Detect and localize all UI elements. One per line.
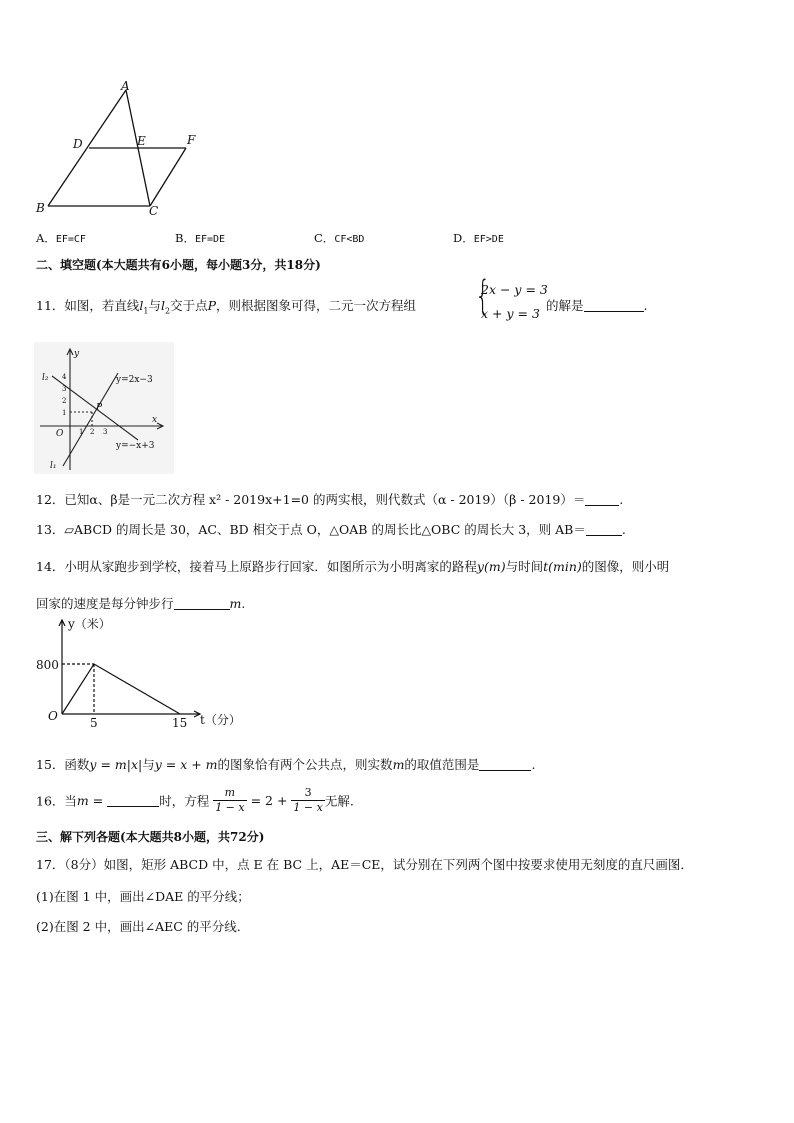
figure-triangle — [30, 78, 210, 218]
q11-l1: l — [139, 298, 144, 313]
t-axis-label: t（分） — [200, 713, 241, 727]
frac2-den: 1 − x — [293, 801, 323, 814]
label-E: E — [137, 134, 146, 148]
x-tick-15: 15 — [172, 716, 188, 730]
question-17-part1: (1)在图 1 中，画出∠DAE 的平分线； — [36, 889, 250, 904]
q14-answer-blank[interactable] — [174, 597, 230, 610]
q11-system-brace: { — [475, 273, 491, 319]
q10-option-b — [175, 230, 225, 246]
eq-top-label: y=2x−3 — [116, 375, 153, 385]
q16-answer-blank[interactable] — [107, 794, 159, 807]
q10-option-d — [453, 230, 504, 246]
option-letter: B． — [175, 231, 195, 245]
y-axis-label: y（米） — [68, 617, 111, 631]
q15-f1: y = m|x| — [89, 757, 143, 772]
q13-answer-blank[interactable] — [586, 523, 622, 536]
tick-x-1: 1 — [79, 428, 84, 436]
q16-pre: 16．当 — [36, 793, 77, 809]
q15-post2: 的取值范围是 — [404, 757, 480, 772]
q11-answer-blank[interactable] — [584, 299, 644, 312]
option-letter: D． — [453, 231, 474, 245]
q11-P: P — [207, 298, 217, 313]
q15-answer-blank[interactable] — [479, 758, 531, 771]
q11-l1-sub: 1 — [143, 306, 149, 316]
q11-post: 的解是 — [546, 298, 584, 313]
q15-end: . — [531, 757, 536, 772]
tick-y-2: 2 — [62, 397, 67, 405]
q16-eq2: = 2 + — [246, 793, 292, 808]
section-2-heading: 二、填空题(本大题共有6小题，每小题3分，共18分) — [36, 258, 321, 272]
tick-y-3: 3 — [62, 385, 67, 393]
tick-x-3: 3 — [103, 428, 108, 436]
q12-text: 12．已知α、β是一元二次方程 x² - 2019x+1=0 的两实根，则代数式（α - 2019）（β - 2019）＝ — [36, 492, 586, 507]
q11-eq1: 2x − y = 3 — [481, 282, 548, 297]
question-11 — [36, 296, 416, 316]
q16-post: 无解. — [324, 793, 354, 809]
q16-m: m — [76, 793, 89, 808]
option-text: EF=CF — [55, 234, 86, 245]
q15-post: 的图象恰有两个公共点，则实数 — [217, 757, 393, 772]
q15-mid: 与 — [142, 757, 155, 772]
q16-fraction-2 — [291, 786, 324, 815]
frac1-den: 1 − x — [215, 801, 245, 814]
q11-mid3: ，则根据图象可得，二元一次方程组 — [216, 298, 417, 313]
q15-pre: 15．函数 — [36, 757, 90, 772]
l2-label: l₂ — [42, 373, 49, 383]
x-tick-5: 5 — [90, 716, 98, 730]
question-17: 17．（8分）如图，矩形 ABCD 中，点 E 在 BC 上，AE＝CE，试分别在下列两个图中按要求使用无刻度的直尺画图． — [36, 857, 693, 872]
option-text: EF>DE — [473, 234, 504, 245]
label-A: A — [121, 79, 130, 93]
segment-CF — [150, 148, 186, 206]
q11-end: . — [643, 298, 648, 313]
option-letter: C． — [314, 231, 335, 245]
q15-m: m — [392, 757, 405, 772]
question-16 — [36, 786, 354, 815]
option-text: CF<BD — [334, 234, 365, 245]
label-B: B — [36, 201, 45, 215]
q11-l2-sub: 2 — [165, 306, 171, 316]
x-label: x — [152, 415, 158, 425]
frac2-num: 3 — [291, 786, 324, 801]
q16-fraction-1 — [213, 786, 246, 815]
q12-answer-blank[interactable] — [585, 493, 619, 506]
tick-x-2: 2 — [90, 428, 95, 436]
q14-line1-mid: 与时间 — [505, 559, 544, 574]
question-14-line1 — [36, 557, 669, 575]
q16-mid: 时，方程 — [159, 793, 210, 809]
question-12 — [36, 490, 623, 508]
tick-y-4: 4 — [62, 373, 67, 381]
q11-mid1: 与 — [148, 298, 162, 313]
q14-ym: y(m) — [476, 559, 506, 574]
q11-eq2: x + y = 3 — [481, 306, 540, 321]
q10-option-c — [314, 230, 364, 246]
option-text: EF=DE — [194, 234, 226, 245]
q14-line1-pre: 14．小明从家跑步到学校，接着马上原路步行回家．如图所示为小明离家的路程 — [36, 559, 477, 574]
question-13 — [36, 520, 626, 538]
q14-end: . — [241, 596, 246, 611]
q13-end: . — [621, 522, 626, 537]
q11-answer — [546, 296, 648, 314]
origin-label: O — [48, 709, 58, 723]
q10-option-a — [36, 230, 86, 246]
q14-line2-pre: 回家的速度是每分钟步行 — [36, 596, 174, 611]
label-C: C — [149, 204, 159, 218]
q14-tmin: t(min) — [543, 559, 582, 574]
label-F: F — [187, 133, 196, 147]
y-label: y — [74, 349, 80, 359]
question-15 — [36, 755, 535, 773]
label-D: D — [73, 137, 83, 151]
eq-bottom-label: y=−x+3 — [116, 441, 155, 451]
q14-line1-post: 的图像，则小明 — [581, 559, 670, 574]
option-letter: A． — [36, 231, 56, 245]
q11-l2: l — [161, 298, 166, 313]
section-3-heading: 三、解下列各题(本大题共8小题，共72分) — [36, 830, 265, 844]
q11-pre: 11．如图，若直线 — [36, 298, 140, 313]
q14-unit: m — [229, 596, 242, 611]
distance-path — [62, 664, 180, 714]
P-label: P — [96, 403, 103, 413]
q11-mid2: 交于点 — [170, 298, 208, 313]
l1-label: l₁ — [50, 461, 57, 471]
q16-eq: = — [88, 793, 108, 808]
tick-y-1: 1 — [62, 409, 67, 417]
question-17-part2: (2)在图 2 中，画出∠AEC 的平分线． — [36, 919, 250, 934]
question-14-line2 — [36, 594, 245, 612]
frac1-num: m — [213, 786, 246, 801]
figure-distance-time — [30, 614, 260, 734]
q12-end: . — [619, 492, 624, 507]
figure-lines-graph — [34, 342, 174, 474]
q13-text: 13．▱ABCD 的周长是 30，AC、BD 相交于点 O，△OAB 的周长比△OBC 的周长大 3，则 AB＝ — [36, 522, 586, 537]
origin-label: O — [56, 429, 64, 439]
q15-f2: y = x + m — [154, 757, 218, 772]
y-tick-800: 800 — [36, 658, 59, 672]
